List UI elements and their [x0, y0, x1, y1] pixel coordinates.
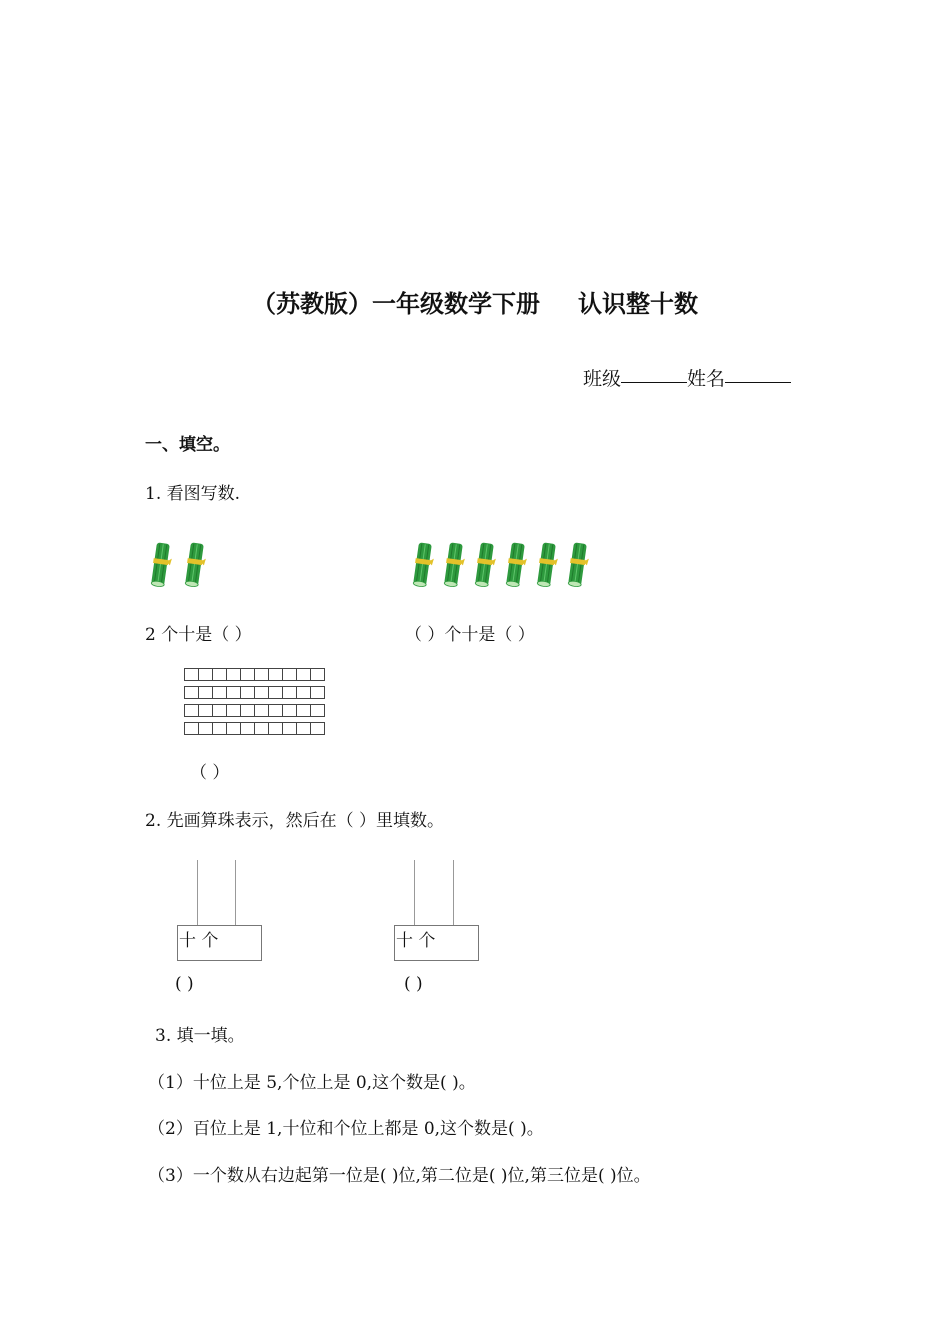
square-grid: [184, 668, 324, 740]
class-blank[interactable]: [621, 381, 687, 383]
grid-square: [240, 668, 255, 681]
grid-square: [296, 668, 311, 681]
abacus-right-label: 十 个: [396, 931, 436, 951]
student-info: [583, 364, 791, 391]
right-stick-bundle: [565, 540, 589, 588]
name-blank[interactable]: [725, 381, 791, 383]
grid-square: [282, 722, 297, 735]
abacus-left-rod-ones[interactable]: [235, 860, 236, 925]
title-part2: 认识整十数: [578, 290, 698, 318]
grid-square: [212, 704, 227, 717]
grid-square: [212, 668, 227, 681]
grid-square: [184, 686, 199, 699]
abacus-left-label: 十 个: [179, 931, 219, 951]
abacus-right-base: [394, 925, 479, 961]
grid-square: [198, 704, 213, 717]
question-1-grid-answer[interactable]: （ ）: [190, 763, 230, 783]
grid-square: [310, 668, 325, 681]
question-2-text: 2. 先画算珠表示，然后在（ ）里填数。: [145, 811, 445, 831]
question-3-item-3[interactable]: （3）一个数从右边起第一位是( )位,第二位是( )位,第三位是( )位。: [148, 1166, 651, 1186]
grid-square: [198, 686, 213, 699]
class-label: 班级: [583, 368, 622, 390]
grid-row: [184, 722, 324, 735]
grid-square: [254, 704, 269, 717]
grid-square: [254, 668, 269, 681]
abacus-right-rod-tens[interactable]: [414, 860, 415, 925]
grid-square: [184, 668, 199, 681]
grid-square: [226, 668, 241, 681]
question-3-item-2[interactable]: （2）百位上是 1,十位和个位上都是 0,这个数是( )。: [148, 1119, 544, 1139]
grid-square: [282, 686, 297, 699]
grid-square: [212, 686, 227, 699]
right-stick-bundle: [441, 540, 465, 588]
right-stick-bundle: [534, 540, 558, 588]
abacus-left-base: [177, 925, 262, 961]
grid-square: [226, 686, 241, 699]
section-heading: 一、填空。: [145, 435, 230, 455]
right-stick-bundle: [472, 540, 496, 588]
grid-square: [198, 668, 213, 681]
grid-square: [254, 686, 269, 699]
grid-square: [268, 722, 283, 735]
page-title: [0, 284, 950, 319]
grid-square: [184, 722, 199, 735]
left-stick-bundle: [182, 540, 206, 588]
grid-square: [226, 722, 241, 735]
grid-square: [254, 722, 269, 735]
question-1-text: 1. 看图写数.: [145, 484, 241, 504]
grid-square: [296, 704, 311, 717]
question-1-label-left: 2 个十是（ ）: [145, 625, 252, 645]
grid-square: [240, 686, 255, 699]
grid-row: [184, 704, 324, 717]
abacus-right-answer[interactable]: ( ): [404, 974, 423, 994]
grid-square: [212, 722, 227, 735]
grid-square: [282, 668, 297, 681]
right-stick-bundle: [410, 540, 434, 588]
abacus-left-rod-tens[interactable]: [197, 860, 198, 925]
name-label: 姓名: [687, 368, 726, 390]
grid-square: [226, 704, 241, 717]
grid-square: [310, 704, 325, 717]
abacus-left-answer[interactable]: ( ): [175, 974, 194, 994]
grid-square: [310, 686, 325, 699]
grid-square: [240, 722, 255, 735]
grid-square: [268, 686, 283, 699]
right-stick-bundle: [503, 540, 527, 588]
abacus-right-rod-ones[interactable]: [453, 860, 454, 925]
left-stick-bundle: [148, 540, 172, 588]
question-3-item-1[interactable]: （1）十位上是 5,个位上是 0,这个数是( )。: [148, 1073, 476, 1093]
question-3-text: 3. 填一填。: [155, 1026, 245, 1046]
grid-row: [184, 668, 324, 681]
grid-square: [296, 686, 311, 699]
question-1-label-right: （ ）个十是（ ）: [405, 625, 535, 645]
grid-square: [268, 704, 283, 717]
grid-square: [240, 704, 255, 717]
grid-square: [268, 668, 283, 681]
grid-square: [296, 722, 311, 735]
title-part1: （苏教版）一年级数学下册: [252, 290, 540, 318]
grid-square: [198, 722, 213, 735]
grid-square: [310, 722, 325, 735]
grid-square: [282, 704, 297, 717]
grid-row: [184, 686, 324, 699]
grid-square: [184, 704, 199, 717]
